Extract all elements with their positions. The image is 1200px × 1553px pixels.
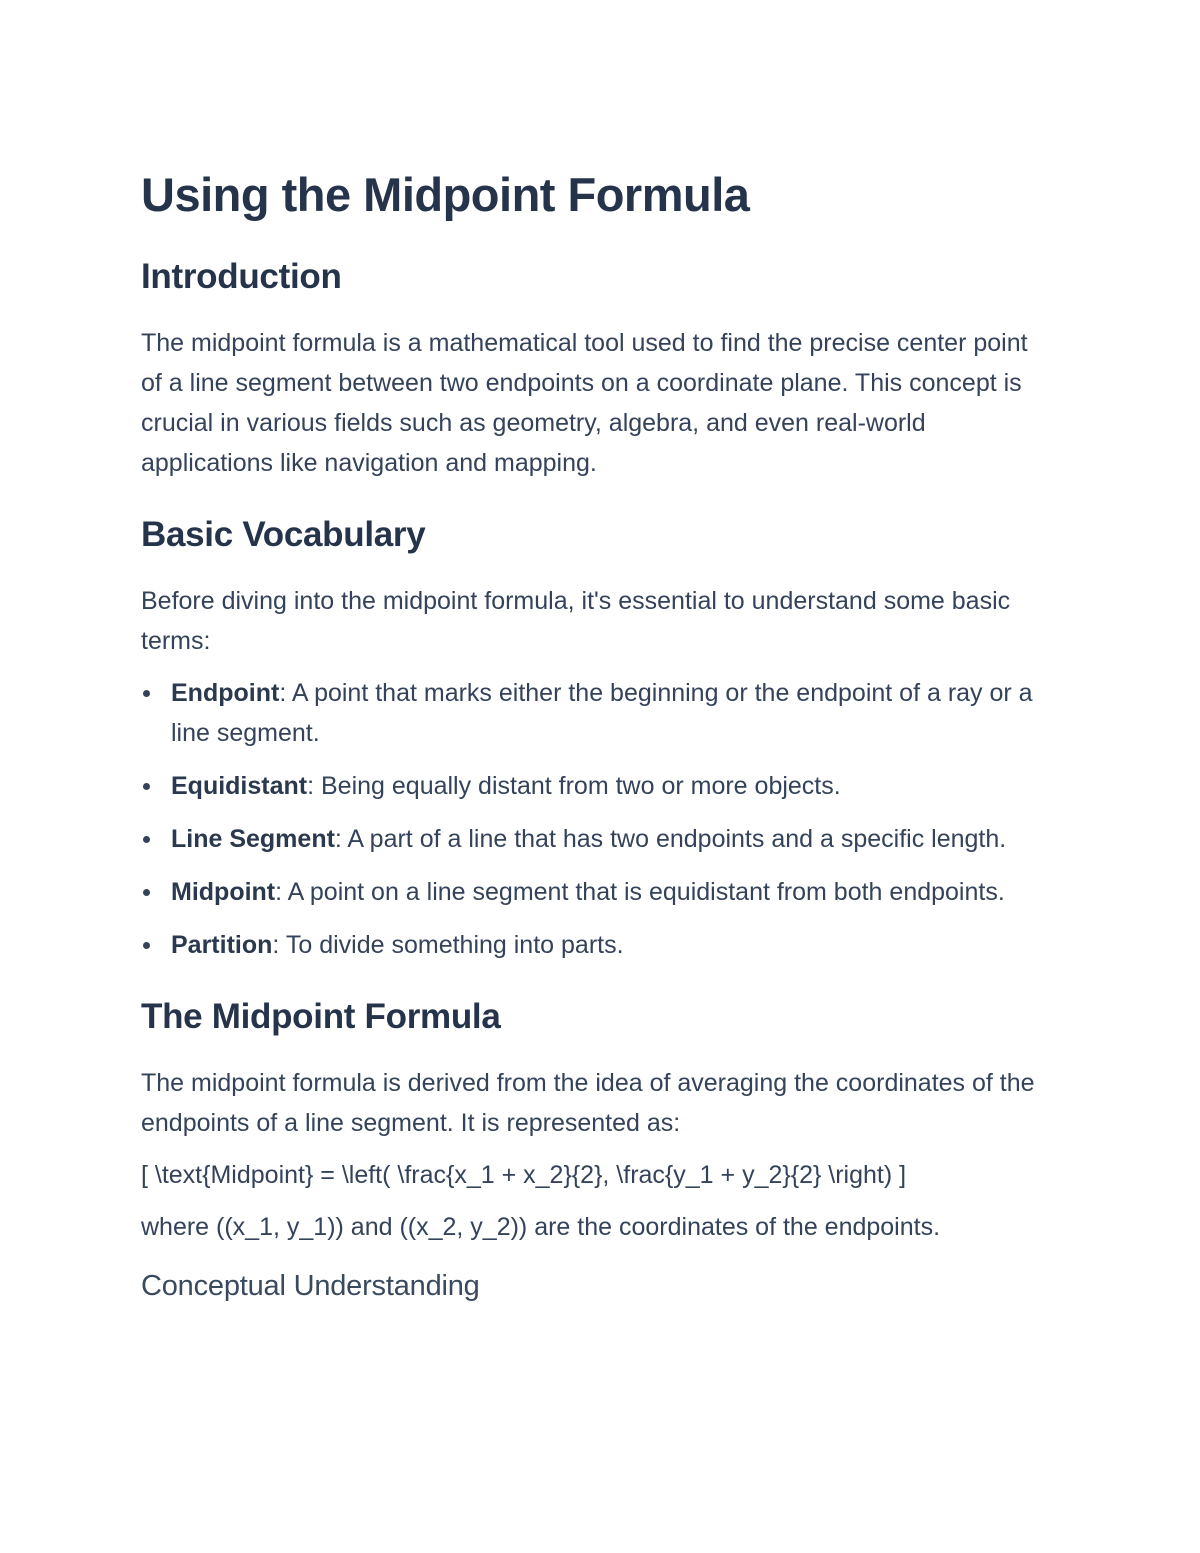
vocab-definition: : To divide something into parts. — [272, 931, 624, 959]
vocabulary-list — [141, 673, 1046, 965]
introduction-section — [141, 255, 1046, 483]
list-item — [141, 673, 1046, 753]
vocabulary-heading: Basic Vocabulary — [141, 515, 426, 554]
formula-text: [ \text{Midpoint} = \left( \frac{x_1 + x_2}{2}, \frac{y_1 + y_2}{2} \right) ] — [141, 1161, 907, 1189]
vocabulary-intro: Before diving into the midpoint formula, it's essential to understand some basic terms: — [141, 587, 1011, 655]
conceptual-heading: Conceptual Understanding — [141, 1270, 480, 1302]
vocab-term: Midpoint — [171, 878, 276, 906]
list-item — [141, 819, 1046, 859]
introduction-heading: Introduction — [141, 257, 342, 296]
vocab-term: Endpoint — [171, 679, 280, 707]
vocab-definition: : A point on a line segment that is equidistant from both endpoints. — [275, 878, 1005, 906]
vocab-definition: : A point that marks either the beginning or the endpoint of a ray or a line segment. — [171, 679, 1033, 747]
formula-section — [141, 995, 1046, 1247]
list-item — [141, 766, 1046, 806]
vocabulary-section — [141, 513, 1046, 965]
vocab-definition: : Being equally distant from two or more objects. — [307, 772, 841, 800]
vocab-term: Line Segment — [171, 825, 335, 853]
document-page — [141, 165, 1046, 1305]
list-item — [141, 872, 1046, 912]
vocab-definition: : A part of a line that has two endpoints and a specific length. — [334, 825, 1007, 853]
list-item — [141, 925, 1046, 965]
conceptual-section — [141, 1267, 1046, 1305]
introduction-paragraph: The midpoint formula is a mathematical tool used to find the precise center point of a line segment between two endpoints on a coordinate plane. This concept is crucial in various fields such as geometry, algebra, and even real-world applications like navigation and mapping. — [141, 329, 1028, 477]
vocab-term: Partition — [171, 931, 273, 959]
formula-where-text: where ((x_1, y_1)) and ((x_2, y_2)) are the coordinates of the endpoints. — [141, 1213, 941, 1241]
formula-heading: The Midpoint Formula — [141, 997, 501, 1036]
document-title: Using the Midpoint Formula — [141, 168, 750, 221]
vocab-term: Equidistant — [171, 772, 308, 800]
formula-paragraph: The midpoint formula is derived from the idea of averaging the coordinates of the endpoints of a line segment. It is represented as: — [141, 1069, 1035, 1137]
